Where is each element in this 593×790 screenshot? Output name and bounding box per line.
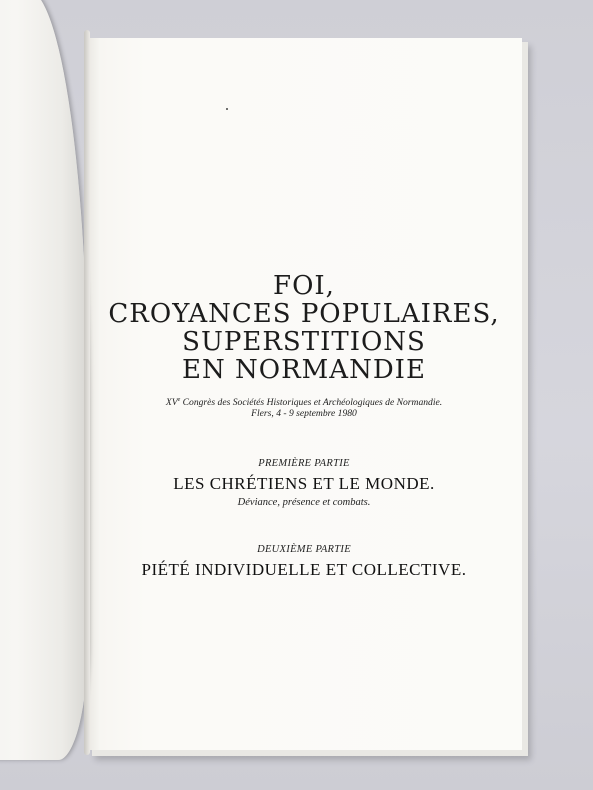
book-title-line-2: CROYANCES POPULAIRES, — [108, 299, 500, 329]
part1-label: PREMIÈRE PARTIE — [258, 458, 350, 469]
book-title-line-1: FOI, — [273, 271, 335, 301]
book-title-line-3: SUPERSTITIONS — [182, 327, 426, 357]
congress-superscript: e — [177, 397, 181, 403]
part2-label: DEUXIÈME PARTIE — [257, 544, 351, 555]
left-page — [0, 0, 88, 760]
congress-numeral: XV — [165, 397, 178, 409]
part2-title: PIÉTÉ INDIVIDUELLE ET COLLECTIVE. — [141, 560, 467, 579]
title-page-content — [86, 0, 522, 790]
book-title-line-4: EN NORMANDIE — [182, 355, 426, 385]
congress-line-2: Flers, 4 - 9 septembre 1980 — [251, 408, 357, 419]
part1-title: LES CHRÉTIENS ET LE MONDE. — [173, 474, 435, 493]
congress-text: Congrès des Sociétés Historiques et Archéologiques de Normandie. — [180, 397, 443, 409]
part1-subtitle: Déviance, présence et combats. — [237, 497, 371, 508]
congress-line-1 — [86, 397, 522, 408]
